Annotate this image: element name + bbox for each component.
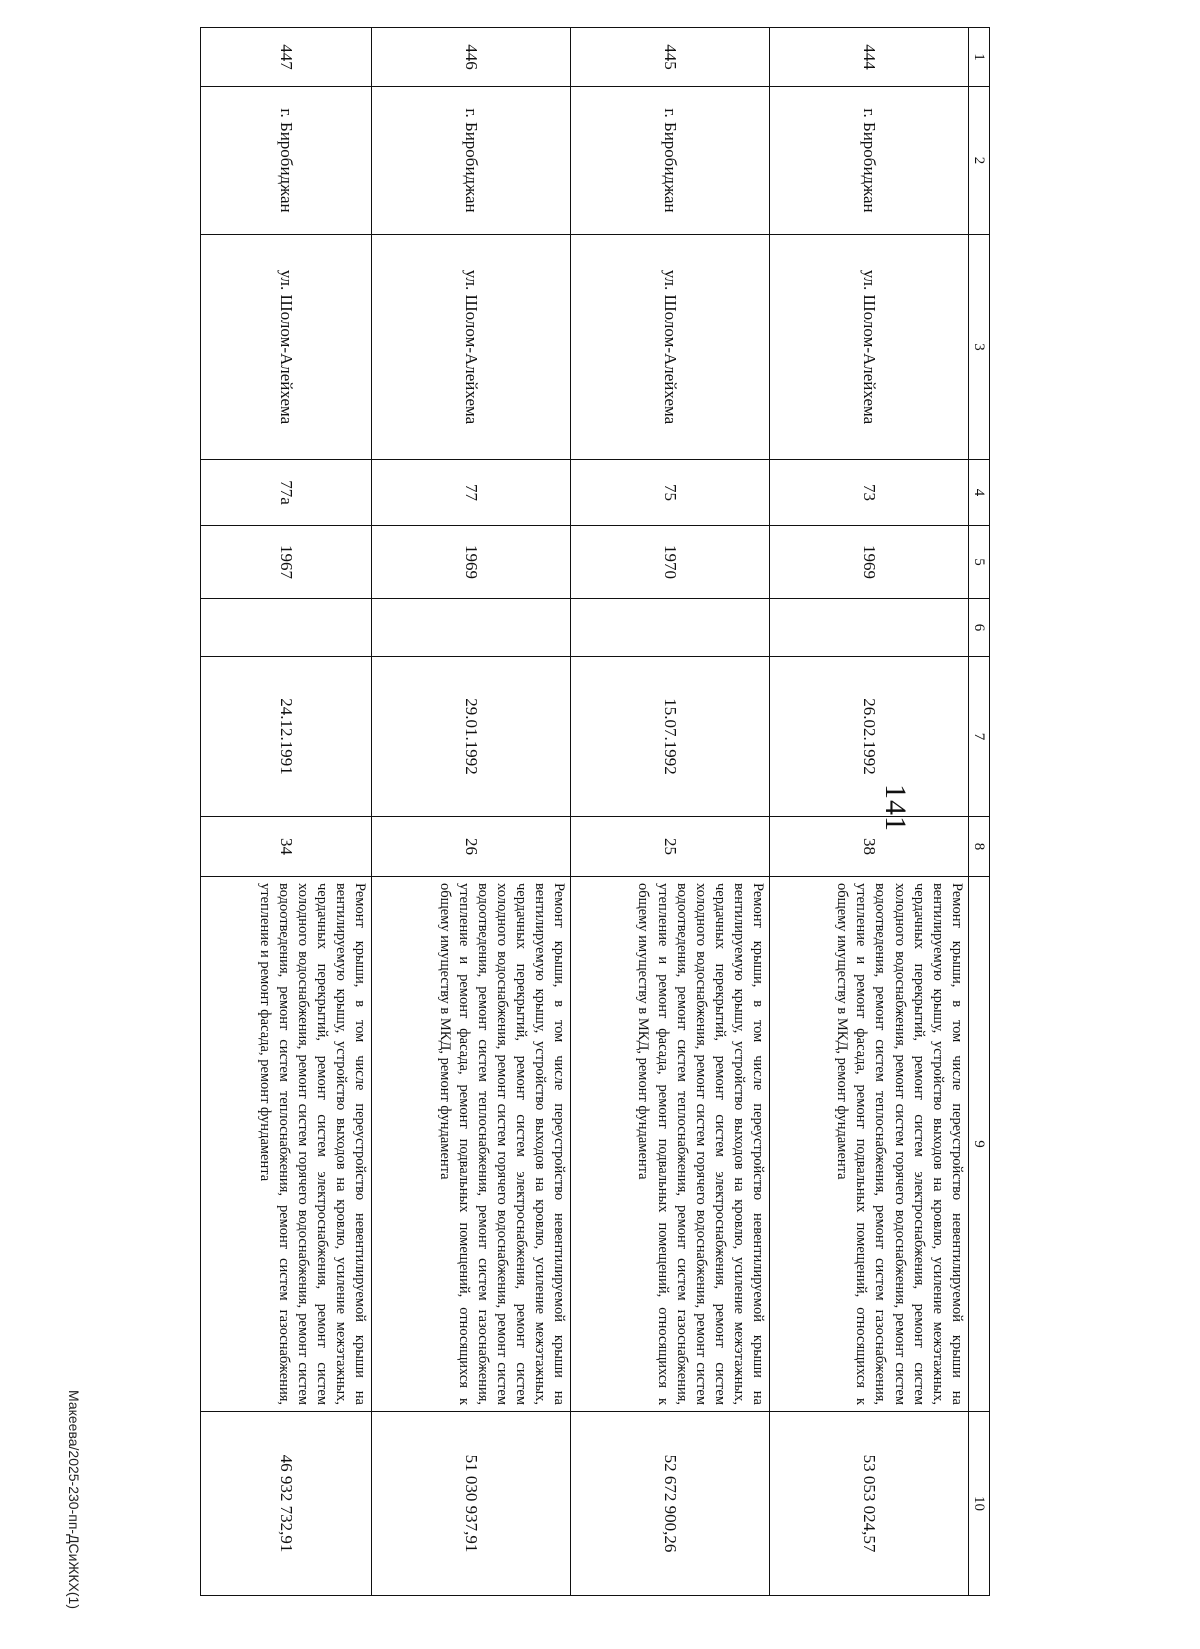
street: ул. Шолом-Алейхема — [201, 235, 372, 460]
count-value: 38 — [770, 817, 969, 877]
cost-value: 51 030 937,91 — [372, 1412, 571, 1596]
page-number: 141 — [879, 784, 912, 832]
privatization-date: 15.07.1992 — [571, 657, 770, 817]
street: ул. Шолом-Алейхема — [571, 235, 770, 460]
build-year: 1969 — [770, 526, 969, 599]
table-row — [201, 28, 372, 1596]
row-number: 446 — [372, 28, 571, 87]
works-description: Ремонт крыши, в том числе переустройство невентилируемой крыши на вентилируемую крышу, устройство выходов на кровлю, усиление межэтажных, чердачных перекрытий, ремонт систем электроснабжения, ремонт систем холодного водоснабжения, ремонт систем горячего водоснабжения, ремонт систем водоотведения, ремонт систем теплоснабжения, ремонт систем газоснабжения, утепление и ремонт фасада, ремонт подвальных помещений, относящихся к общему имуществу в МКД, ремонт фундамента — [770, 877, 969, 1412]
column-header: 8 — [969, 817, 990, 877]
street: ул. Шолом-Алейхема — [770, 235, 969, 460]
privatization-date: 26.02.1992 — [770, 657, 969, 817]
build-year: 1970 — [571, 526, 770, 599]
build-year: 1969 — [372, 526, 571, 599]
table-row — [571, 28, 770, 1596]
cost-value: 52 672 900,26 — [571, 1412, 770, 1596]
column-6-value — [201, 599, 372, 657]
house-number: 77а — [201, 460, 372, 526]
privatization-date: 24.12.1991 — [201, 657, 372, 817]
count-value: 25 — [571, 817, 770, 877]
column-number-row — [969, 28, 990, 1596]
house-number: 75 — [571, 460, 770, 526]
count-value: 26 — [372, 817, 571, 877]
column-header: 5 — [969, 526, 990, 599]
buildings-table — [200, 27, 990, 1596]
street: ул. Шолом-Алейхема — [372, 235, 571, 460]
works-description: Ремонт крыши, в том числе переустройство невентилируемой крыши на вентилируемую крышу, устройство выходов на кровлю, усиление межэтажных, чердачных перекрытий, ремонт систем электроснабжения, ремонт систем холодного водоснабжения, ремонт систем горячего водоснабжения, ремонт систем водоотведения, ремонт систем теплоснабжения, ремонт систем газоснабжения, утепление и ремонт фасада, ремонт фундамента — [201, 877, 372, 1412]
row-number: 447 — [201, 28, 372, 87]
city: г. Биробиджан — [201, 87, 372, 235]
count-value: 34 — [201, 817, 372, 877]
privatization-date: 29.01.1992 — [372, 657, 571, 817]
row-number: 444 — [770, 28, 969, 87]
city: г. Биробиджан — [372, 87, 571, 235]
works-description: Ремонт крыши, в том числе переустройство невентилируемой крыши на вентилируемую крышу, устройство выходов на кровлю, усиление межэтажных, чердачных перекрытий, ремонт систем электроснабжения, ремонт систем холодного водоснабжения, ремонт систем горячего водоснабжения, ремонт систем водоотведения, ремонт систем теплоснабжения, ремонт систем газоснабжения, утепление и ремонт фасада, ремонт подвальных помещений, относящихся к общему имуществу в МКД, ремонт фундамента — [372, 877, 571, 1412]
cost-value: 46 932 732,91 — [201, 1412, 372, 1596]
column-6-value — [571, 599, 770, 657]
build-year: 1967 — [201, 526, 372, 599]
document-footer: Макеева/2025-230-пп-ДСиЖКХ(1) — [66, 1390, 82, 1610]
cost-value: 53 053 024,57 — [770, 1412, 969, 1596]
table-row — [770, 28, 969, 1596]
row-number: 445 — [571, 28, 770, 87]
column-header: 9 — [969, 877, 990, 1412]
house-number: 73 — [770, 460, 969, 526]
column-6-value — [372, 599, 571, 657]
column-header: 7 — [969, 657, 990, 817]
column-header: 6 — [969, 599, 990, 657]
city: г. Биробиджан — [571, 87, 770, 235]
table-row — [372, 28, 571, 1596]
house-number: 77 — [372, 460, 571, 526]
works-description: Ремонт крыши, в том числе переустройство невентилируемой крыши на вентилируемую крышу, устройство выходов на кровлю, усиление межэтажных, чердачных перекрытий, ремонт систем электроснабжения, ремонт систем холодного водоснабжения, ремонт систем горячего водоснабжения, ремонт систем водоотведения, ремонт систем теплоснабжения, ремонт систем газоснабжения, утепление и ремонт фасада, ремонт подвальных помещений, относящихся к общему имуществу в МКД, ремонт фундамента — [571, 877, 770, 1412]
column-header: 2 — [969, 87, 990, 235]
column-header: 3 — [969, 235, 990, 460]
column-6-value — [770, 599, 969, 657]
city: г. Биробиджан — [770, 87, 969, 235]
column-header: 10 — [969, 1412, 990, 1596]
column-header: 4 — [969, 460, 990, 526]
column-header: 1 — [969, 28, 990, 87]
